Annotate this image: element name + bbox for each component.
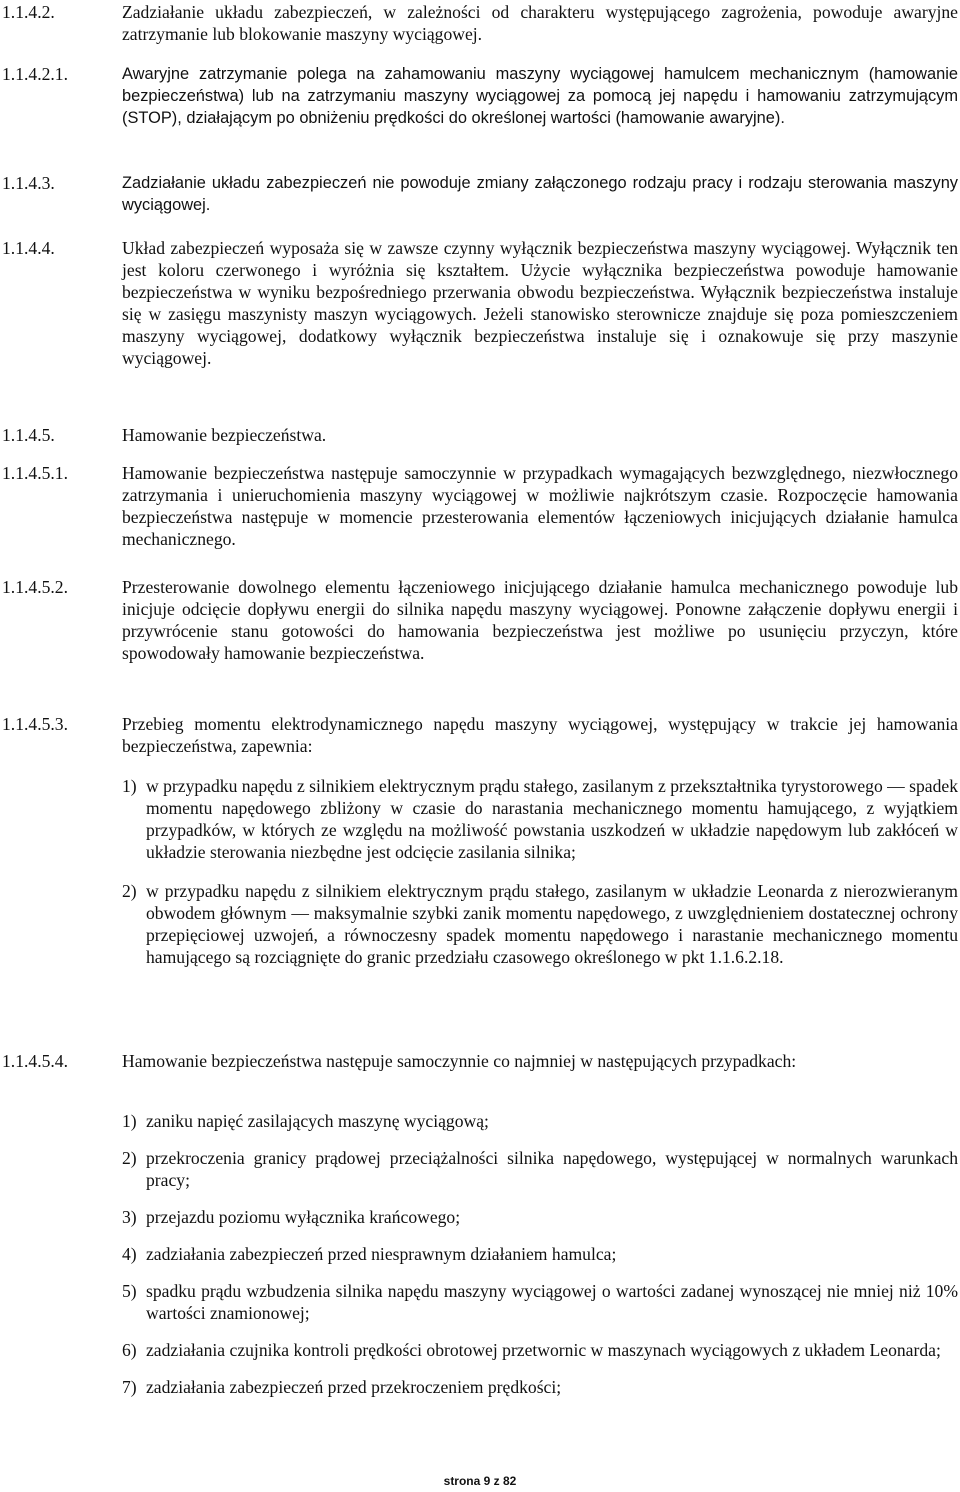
- list-item: [122, 1339, 958, 1361]
- list-item-number: 7): [122, 1377, 137, 1397]
- list-item: [122, 1280, 958, 1324]
- list-1-1-4-5-4: [122, 1110, 958, 1398]
- section-1-1-4-5-4: [0, 1050, 958, 1072]
- list-item-text: zadziałania zabezpieczeń przed niesprawnym działaniem hamulca;: [146, 1244, 617, 1264]
- section-text: Przebieg momentu elektrodynamicznego napędu maszyny wyciągowej, występujący w trakcie jej hamowania bezpieczeństwa, zapewnia:: [122, 714, 958, 756]
- section-number: 1.1.4.2.: [2, 2, 55, 22]
- section-text: Układ zabezpieczeń wyposaża się w zawsze czynny wyłącznik bezpieczeństwa maszyny wyciągowej. Wyłącznik ten jest koloru czerwonego i wyróżnia się kształtem. Użycie wyłącznika bezpieczeństwa powoduje hamowanie bezpieczeństwa w wyniku bezpośredniego przerwania obwodu bezpieczeństwa. Wyłącznik bezpieczeństwa instaluje się w zasięgu maszynisty maszyn wyciągowych. Jeżeli stanowisko sterownicze znajduje się poza pomieszczeniem maszyny wyciągowej, dodatkowy wyłącznik bezpieczeństwa instaluje się i oznakowuje się przy maszynie wyciągowej.: [122, 238, 958, 368]
- section-text: Zadziałanie układu zabezpieczeń, w zależności od charakteru występującego zagrożenia, powoduje awaryjne zatrzymanie lub blokowanie maszyny wyciągowej.: [122, 2, 958, 44]
- section-text: Zadziałanie układu zabezpieczeń nie powoduje zmiany załączonego rodzaju pracy i rodzaju sterowania maszyny wyciągowej.: [122, 174, 958, 214]
- list-item: [122, 1110, 958, 1132]
- section-1-1-4-5: [0, 424, 958, 446]
- list-item: [122, 1206, 958, 1228]
- section-1-1-4-3: [0, 172, 958, 216]
- section-number: 1.1.4.2.1.: [2, 64, 68, 84]
- section-number: 1.1.4.3.: [2, 173, 55, 193]
- section-1-1-4-2-1: [0, 63, 958, 129]
- list-item-text: spadku prądu wzbudzenia silnika napędu maszyny wyciągowej o wartości zadanej wynoszącej nie mniej niż 10% wartości znamionowej;: [146, 1281, 958, 1323]
- list-item: [122, 1243, 958, 1265]
- section-1-1-4-2: [0, 1, 958, 45]
- list-item: [122, 1376, 958, 1398]
- list-item-number: 2): [122, 1148, 137, 1168]
- list-item-number: 5): [122, 1281, 137, 1301]
- section-1-1-4-5-2: [0, 576, 958, 664]
- list-item-number: 2): [122, 881, 137, 901]
- section-number: 1.1.4.5.2.: [2, 577, 68, 597]
- list-item-text: zadziałania zabezpieczeń przed przekroczeniem prędkości;: [146, 1377, 562, 1397]
- list-item: [122, 1147, 958, 1191]
- section-number: 1.1.4.5.1.: [2, 463, 68, 483]
- list-1-1-4-5-3: [122, 775, 958, 968]
- list-item-number: 1): [122, 776, 137, 796]
- section-text: Przesterowanie dowolnego elementu łączeniowego inicjującego działanie hamulca mechanicznego powoduje lub inicjuje odcięcie dopływu energii do silnika napędu maszyny wyciągowej. Ponowne załączenie dopływu energii i przywrócenie stanu gotowości do hamowania bezpieczeństwa jest możliwe po usunięciu przyczyn, które spowodowały hamowanie bezpieczeństwa.: [122, 577, 958, 663]
- section-text: Hamowanie bezpieczeństwa.: [122, 425, 327, 445]
- page-number-footer: strona 9 z 82: [443, 1474, 517, 1488]
- list-item-text: w przypadku napędu z silnikiem elektrycznym prądu stałego, zasilanym z przekształtnika tyrystorowego — spadek momentu napędowego zbliżony w czasie do narastania mechanicznego momentu hamującego, z wyjątkiem przypadków, w których ze względu na możliwość powstania uszkodzeń w układzie napędowym lub zakłóceń w układzie sterowania niezbędne jest odcięcie zasilania silnika;: [146, 776, 958, 862]
- section-1-1-4-4: [0, 237, 958, 369]
- section-text: Awaryjne zatrzymanie polega na zahamowaniu maszyny wyciągowej hamulcem mechanicznym (hamowanie bezpieczeństwa) lub na zatrzymaniu maszyny wyciągowej za pomocą jej napędu i hamowaniu zatrzymującym (STOP), działającym po obniżeniu prędkości do określonej wartości (hamowanie awaryjne).: [122, 65, 958, 127]
- section-number: 1.1.4.4.: [2, 238, 55, 258]
- list-item-text: przekroczenia granicy prądowej przeciążalności silnika napędowego, występującej w normalnych warunkach pracy;: [146, 1148, 958, 1190]
- list-item-number: 6): [122, 1340, 137, 1360]
- section-text: Hamowanie bezpieczeństwa następuje samoczynnie w przypadkach wymagających bezwzględnego, niezwłocznego zatrzymania i unieruchomienia maszyny wyciągowej w możliwie najkrótszym czasie. Rozpoczęcie hamowania bezpieczeństwa następuje w momencie przesterowania elementów łączeniowych inicjujących działanie hamulca mechanicznego.: [122, 463, 958, 549]
- list-item: [122, 880, 958, 968]
- list-item-text: zadziałania czujnika kontroli prędkości obrotowej przetwornic w maszynach wyciągowych z układem Leonarda;: [146, 1340, 941, 1360]
- list-item-number: 3): [122, 1207, 137, 1227]
- list-item-text: w przypadku napędu z silnikiem elektrycznym prądu stałego, zasilanym w układzie Leonarda z nierozwieranym obwodem głównym — maksymalnie szybki zanik momentu napędowego, z uwzględnieniem dostatecznej ochrony przepięciowej uzwojeń, a równoczesny spadek momentu napędowego i narastanie mechanicznego momentu hamującego są rozciągnięte do granic przedziału czasowego określonego w pkt 1.1.6.2.18.: [146, 881, 958, 967]
- section-number: 1.1.4.5.3.: [2, 714, 68, 734]
- list-item-text: zaniku napięć zasilających maszynę wyciągową;: [146, 1111, 489, 1131]
- section-1-1-4-5-3: [0, 713, 958, 757]
- list-item-text: przejazdu poziomu wyłącznika krańcowego;: [146, 1207, 461, 1227]
- section-1-1-4-5-1: [0, 462, 958, 550]
- section-text: Hamowanie bezpieczeństwa następuje samoczynnie co najmniej w następujących przypadkach:: [122, 1051, 797, 1071]
- list-item-number: 4): [122, 1244, 137, 1264]
- section-number: 1.1.4.5.4.: [2, 1051, 68, 1071]
- list-item: [122, 775, 958, 863]
- list-item-number: 1): [122, 1111, 137, 1131]
- section-number: 1.1.4.5.: [2, 425, 55, 445]
